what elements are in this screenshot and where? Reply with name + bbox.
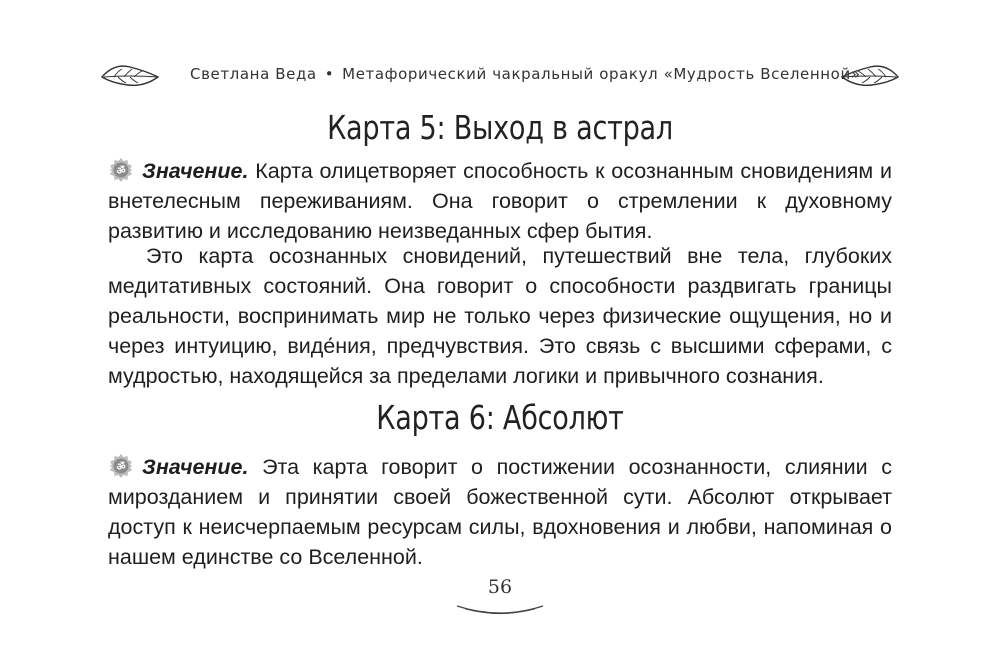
svg-text:ॐ: ॐ [116,462,126,473]
page-number: 56 [487,576,513,598]
card-5-title: Карта 5: Выход в астрал [327,108,673,147]
om-icon [108,453,134,479]
card-5-description-paragraph: Это карта осознанных сновидений, путешествий вне тела, глубоких медитативных состояний. Она говорит о способности раздвигать границы реальности, воспринимать мир не только через физические ощущения, но и через интуицию, виде́ния, предчувствия. Это связь с высшими сферами, с мудростью, находящейся за пределами логики и привычного сознания. [108,244,892,388]
om-icon [108,157,134,183]
leaf-ornament-right-icon [838,61,900,91]
header-text [190,65,861,83]
card-5-meaning-text: Карта олицетворяет способность к осознанным сновидениям и внетелесным переживаниям. Она говорит о стремлении к духовному развитию и исследованию неизведанных сфер бытия. [108,159,892,243]
header-separator: • [324,65,335,83]
card-6-meaning-paragraph [108,452,892,572]
card-5-meaning-paragraph [108,156,892,246]
running-header [100,55,900,95]
card-6-lead: Значение. [142,455,249,479]
feather-ornament-icon [455,600,545,622]
svg-text:ॐ: ॐ [116,166,126,177]
card-6-title: Карта 6: Абсолют [376,398,624,437]
card-6-meaning-text: Эта карта говорит о постижении осознанности, слиянии с мирозданием и принятии своей божественной сути. Абсолют открывает доступ к неисчерпаемым ресурсам силы, вдохновения и любви, напоминая о нашем единстве со Вселенной. [108,455,892,569]
header-book-title: Метафорический чакральный оракул «Мудрость Вселенной» [342,65,861,83]
header-author: Светлана Веда [190,65,317,83]
leaf-ornament-left-icon [100,61,162,91]
card-5-lead: Значение. [142,159,249,183]
